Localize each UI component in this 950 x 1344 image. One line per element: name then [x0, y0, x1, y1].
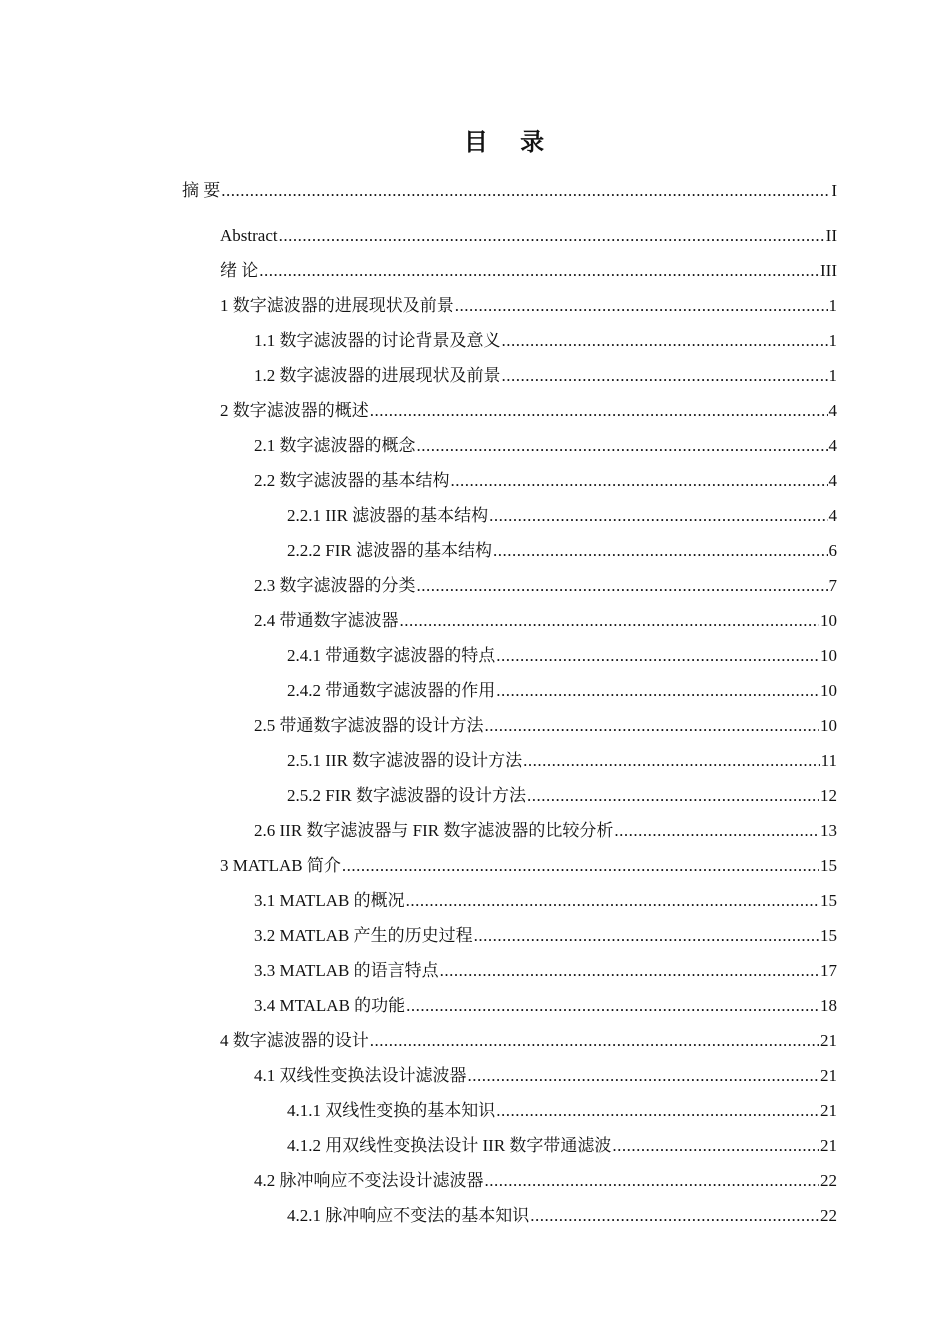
toc-entry[interactable] [254, 917, 837, 947]
toc-entry[interactable] [287, 1127, 837, 1157]
toc-entry-label: 2.2 数字滤波器的基本结构 [254, 471, 450, 490]
toc-entry-label: 2.5.1 IIR 数字滤波器的设计方法 [287, 751, 523, 770]
toc-leader-dots [451, 470, 828, 492]
toc-entry-label: 2.2.1 IIR 滤波器的基本结构 [287, 506, 489, 525]
toc-entry-page-number: 13 [820, 821, 837, 840]
toc-entry[interactable] [254, 602, 837, 632]
toc-entry-page-number: 22 [820, 1206, 837, 1225]
toc-leader-dots [493, 540, 828, 562]
toc-entry-page-number: III [820, 261, 837, 280]
toc-entry[interactable] [287, 742, 837, 772]
toc-entry[interactable] [254, 427, 837, 457]
toc-entry-page-number: 12 [820, 786, 837, 805]
toc-entry-label: 2.5 带通数字滤波器的设计方法 [254, 716, 484, 735]
toc-entry-page-number: 15 [820, 891, 837, 910]
toc-entry-page-number: 10 [820, 611, 837, 630]
toc-entry[interactable] [254, 952, 837, 982]
toc-entry-page-number: 21 [820, 1031, 837, 1050]
toc-entry[interactable] [254, 812, 837, 842]
toc-entry-page-number: 4 [828, 506, 837, 525]
toc-leader-dots [496, 680, 819, 702]
toc-entry[interactable] [287, 1092, 837, 1122]
toc-leader-dots [370, 1030, 819, 1052]
page-title: 目 录 [463, 128, 557, 156]
toc-leader-dots [474, 925, 819, 947]
toc-entry-page-number: 4 [828, 401, 837, 420]
toc-entry-page-number: 17 [820, 961, 837, 980]
toc-entry-page-number: 10 [820, 646, 837, 665]
toc-entry-label: 2.4 带通数字滤波器 [254, 611, 399, 630]
toc-leader-dots [496, 1100, 819, 1122]
toc-entry[interactable] [220, 392, 837, 422]
toc-entry-label: 2.2.2 FIR 滤波器的基本结构 [287, 541, 492, 560]
toc-leader-dots [530, 1205, 819, 1227]
toc-leader-dots [406, 995, 819, 1017]
toc-leader-dots [400, 610, 820, 632]
toc-leader-dots [496, 645, 819, 667]
toc-entry-label: Abstract [220, 226, 278, 245]
toc-entry[interactable] [287, 532, 837, 562]
toc-entry[interactable] [254, 462, 837, 492]
toc-leader-dots [612, 1135, 819, 1157]
toc-entry-page-number: 21 [820, 1101, 837, 1120]
toc-leader-dots [523, 750, 819, 772]
toc-entry[interactable] [220, 847, 837, 877]
toc-leader-dots [440, 960, 819, 982]
toc-entry-label: 2.4.1 带通数字滤波器的特点 [287, 646, 496, 665]
toc-entry-page-number: II [825, 226, 837, 245]
toc-leader-dots [455, 295, 828, 317]
toc-entry-label: 4 数字滤波器的设计 [220, 1031, 369, 1050]
toc-entry[interactable] [220, 1022, 837, 1052]
toc-entry-page-number: 4 [828, 471, 837, 490]
toc-entry-label: 4.2.1 脉冲响应不变法的基本知识 [287, 1206, 530, 1225]
toc-entry-label: 2.5.2 FIR 数字滤波器的设计方法 [287, 786, 526, 805]
toc-entry-label: 2.4.2 带通数字滤波器的作用 [287, 681, 496, 700]
toc-entry[interactable] [287, 777, 837, 807]
toc-entry-label: 4.1 双线性变换法设计滤波器 [254, 1066, 467, 1085]
toc-leader-dots [614, 820, 819, 842]
toc-entry-label: 3.3 MATLAB 的语言特点 [254, 961, 439, 980]
toc-entry-label: 摘 要 [182, 181, 221, 200]
toc-entry-label: 绪 论 [220, 261, 259, 280]
toc-entry-page-number: 10 [820, 716, 837, 735]
toc-entry-label: 1.1 数字滤波器的讨论背景及意义 [254, 331, 501, 350]
toc-entry[interactable] [220, 217, 837, 247]
toc-leader-dots [485, 1170, 820, 1192]
toc-entry-label: 4.1.2 用双线性变换法设计 IIR 数字带通滤波 [287, 1136, 612, 1155]
toc-entry[interactable] [287, 1197, 837, 1227]
toc-entry[interactable] [254, 322, 837, 352]
toc-entry[interactable] [287, 672, 837, 702]
toc-entry[interactable] [287, 497, 837, 527]
toc-entry[interactable] [254, 567, 837, 597]
toc-entry-label: 2 数字滤波器的概述 [220, 401, 369, 420]
toc-leader-dots [485, 715, 820, 737]
toc-leader-dots [489, 505, 827, 527]
toc-leader-dots [502, 365, 828, 387]
toc-entry-page-number: 1 [828, 296, 837, 315]
toc-entry-page-number: 1 [828, 366, 837, 385]
toc-entry[interactable] [220, 252, 837, 282]
toc-entry-label: 3 MATLAB 简介 [220, 856, 341, 875]
toc-leader-dots [221, 180, 830, 202]
toc-entry-label: 2.1 数字滤波器的概念 [254, 436, 416, 455]
toc-entry-page-number: I [831, 181, 837, 200]
toc-entry-label: 1 数字滤波器的进展现状及前景 [220, 296, 454, 315]
toc-leader-dots [370, 400, 828, 422]
toc-entry-page-number: 18 [820, 996, 837, 1015]
toc-entry-page-number: 6 [828, 541, 837, 560]
toc-entry[interactable] [254, 1162, 837, 1192]
toc-entry-page-number: 15 [820, 856, 837, 875]
toc-leader-dots [417, 435, 828, 457]
toc-entry-label: 2.6 IIR 数字滤波器与 FIR 数字滤波器的比较分析 [254, 821, 614, 840]
toc-leader-dots [527, 785, 819, 807]
toc-leader-dots [417, 575, 828, 597]
toc-entry-label: 4.2 脉冲响应不变法设计滤波器 [254, 1171, 484, 1190]
toc-entry-page-number: 10 [820, 681, 837, 700]
toc-entry[interactable] [254, 987, 837, 1017]
toc-entry-page-number: 15 [820, 926, 837, 945]
toc-leader-dots [342, 855, 819, 877]
toc-entry-page-number: 21 [820, 1136, 837, 1155]
toc-entry[interactable] [254, 357, 837, 387]
toc-entry[interactable] [220, 287, 837, 317]
toc-entry-page-number: 4 [828, 436, 837, 455]
toc-entry-page-number: 1 [828, 331, 837, 350]
toc-entry-label: 4.1.1 双线性变换的基本知识 [287, 1101, 496, 1120]
toc-leader-dots [279, 225, 825, 247]
toc-entry-page-number: 22 [820, 1171, 837, 1190]
toc-entry[interactable] [182, 172, 837, 202]
toc-entry-label: 3.2 MATLAB 产生的历史过程 [254, 926, 473, 945]
toc-leader-dots [468, 1065, 820, 1087]
toc-entry[interactable] [287, 637, 837, 667]
toc-entry-label: 1.2 数字滤波器的进展现状及前景 [254, 366, 501, 385]
toc-leader-dots [502, 330, 828, 352]
toc-leader-dots [406, 890, 819, 912]
toc-entry-page-number: 11 [820, 751, 837, 770]
toc-entry[interactable] [254, 1057, 837, 1087]
toc-entry-label: 3.4 MTALAB 的功能 [254, 996, 406, 1015]
toc-entry-label: 3.1 MATLAB 的概况 [254, 891, 405, 910]
toc-leader-dots [259, 260, 819, 282]
toc-entry-label: 2.3 数字滤波器的分类 [254, 576, 416, 595]
toc-entry-page-number: 21 [820, 1066, 837, 1085]
toc-entry[interactable] [254, 707, 837, 737]
toc-entry-page-number: 7 [828, 576, 837, 595]
toc-entry[interactable] [254, 882, 837, 912]
